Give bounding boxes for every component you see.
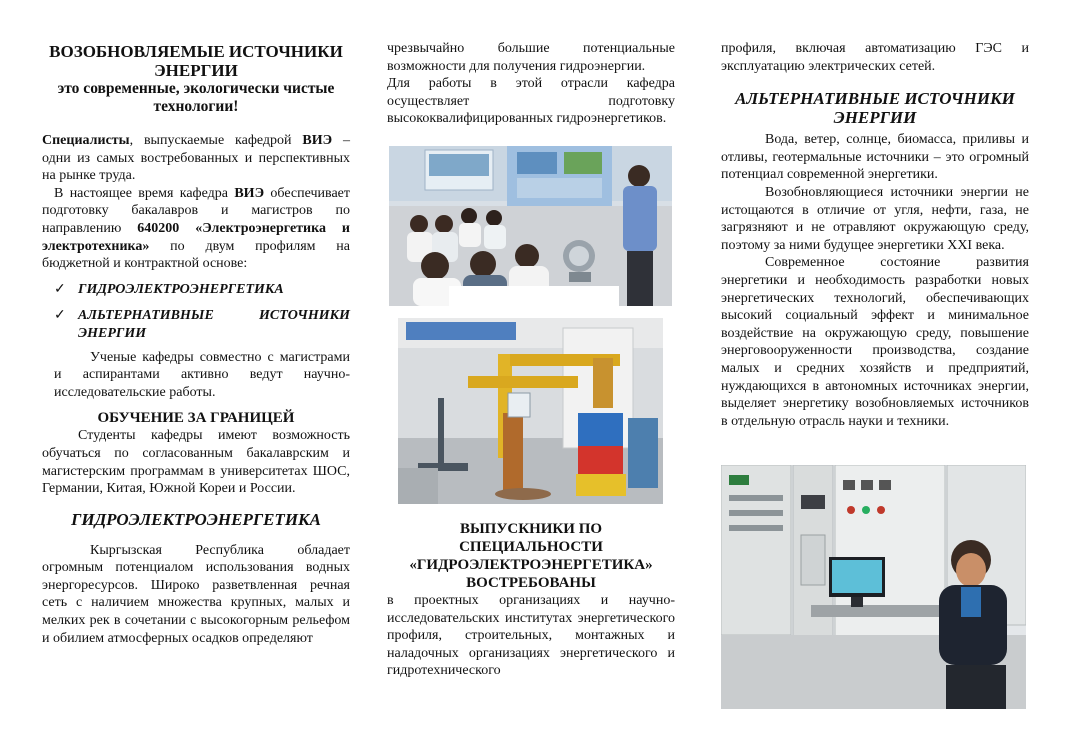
department-abbrev: ВИЭ	[302, 133, 333, 148]
program-text3: по двум профилям на бюджетной и контрактной основе:	[42, 238, 350, 272]
graduates-paragraph: в проектных организациях и научно-исследовательских институтах энергетического профиля, строительных, монтажных и наладочных организациях энергетического и гидротехнического	[387, 593, 675, 679]
profiles-list	[42, 281, 350, 343]
left-column	[42, 0, 350, 647]
alternative-paragraph1: Вода, ветер, солнце, биомасса, приливы и отливы, геотермальные источники – это огромный потенциал современной энергетики.	[721, 132, 1029, 183]
hydro-continued-paragraph: чрезвычайно большие потенциальные возможности для получения гидроэнергии.	[387, 41, 675, 74]
checkmark-icon: ✓	[54, 308, 66, 324]
graduates-section	[387, 0, 675, 680]
graduates-heading-line1: ВЫПУСКНИКИ ПО	[459, 521, 603, 537]
alternative-heading	[721, 89, 1029, 127]
graduates-heading	[387, 520, 675, 592]
specialists-term: Специалисты	[42, 133, 130, 148]
program-direction: 640200 «Электроэнергетика и электротехника»	[42, 220, 350, 254]
program-department: ВИЭ	[234, 185, 265, 201]
main-title	[42, 42, 350, 80]
specialists-paragraph	[42, 132, 350, 185]
control-room-photo	[721, 465, 1026, 709]
profile-item-alternative	[42, 307, 350, 342]
main-subtitle-line1: это современные, экологически чистые	[57, 80, 335, 97]
main-subtitle-line2: технологии!	[153, 98, 239, 115]
graduates-heading-line2: СПЕЦИАЛЬНОСТИ	[459, 539, 603, 555]
abroad-heading: ОБУЧЕНИЕ ЗА ГРАНИЦЕЙ	[97, 410, 295, 427]
graduates-heading-line4: ВОСТРЕБОВАНЫ	[466, 575, 596, 591]
training-paragraph: Для работы в этой отрасли кафедра осуществляет подготовку высококвалифицированных гидроэнергетиков.	[387, 76, 675, 127]
alternative-paragraph2: Возобновляющиеся источники энергии не истощаются в отличие от угля, нефти, газа, не загрязняют и не отравляют окружающую среду, поэтому за ними будущее энергетики XXI века.	[721, 184, 1029, 253]
research-paragraph: Ученые кафедры совместно с магистрами и аспирантами активно ведут научно-исследовательские работы.	[54, 349, 350, 400]
profile-label: ГИДРОЭЛЕКТРОЭНЕРГЕТИКА	[78, 281, 284, 297]
profile-item-hydro	[42, 281, 350, 299]
abroad-paragraph: Студенты кафедры имеют возможность обучаться по согласованным бакалаврским и магистерским программам в университетах ШОС, Германии, Китая, Южной Кореи и России.	[42, 428, 350, 497]
alternative-heading-line2: ЭНЕРГИИ	[833, 108, 917, 128]
hydro-paragraph: Кыргызская Республика обладает огромным потенциалом использования водных энергоресурсов. Широко разветвленная речная сеть с наличием множества крупных, малых и мелких рек в сочетании с высокогорным рельефом и обилием атмосферных осадков определяют	[42, 542, 350, 646]
program-text2: обеспечивает подготовку бакалавров и магистров по направлению	[42, 185, 351, 236]
right-column	[721, 0, 1029, 430]
profile-label: АЛЬТЕРНАТИВНЫЕ ИСТОЧНИКИ ЭНЕРГИИ	[78, 308, 350, 341]
main-title-line1: ВОЗОБНОВЛЯЕМЫЕ ИСТОЧНИКИ	[49, 42, 343, 61]
specialists-text2: – одни из самых востребованных и перспективных на рынке труда.	[42, 133, 350, 184]
hydro-heading: ГИДРОЭЛЕКТРОЭНЕРГЕТИКА	[71, 509, 321, 529]
main-title-line2: ЭНЕРГИИ	[154, 61, 238, 80]
alternative-heading-line1: АЛЬТЕРНАТИВНЫЕ ИСТОЧНИКИ	[735, 89, 1015, 109]
program-paragraph	[42, 185, 350, 273]
specialists-text1: , выпускаемые кафедрой	[129, 133, 303, 148]
main-subtitle	[42, 80, 350, 116]
graduates-continued-paragraph: профиля, включая автоматизацию ГЭС и эксплуатацию электрических сетей.	[721, 41, 1029, 74]
checkmark-icon: ✓	[54, 281, 66, 297]
program-text1: В настоящее время кафедра	[54, 185, 235, 201]
alternative-paragraph3: Современное состояние развития энергетики и необходимость разработки новых энергетических технологий, обеспечивающих высокий социальный эффект и минимальное воздействие на окружающую среду, повышение энерговооруженности производства, создание малых и средних хозяйств и предприятий, нуждающихся в автономных источниках энергии, выделяет энергетику возобновляемых источников в отдельную отрасль науки и техники.	[721, 255, 1029, 429]
graduates-heading-line3: «ГИДРОЭЛЕКТРОЭНЕРГЕТИКА»	[409, 557, 653, 573]
